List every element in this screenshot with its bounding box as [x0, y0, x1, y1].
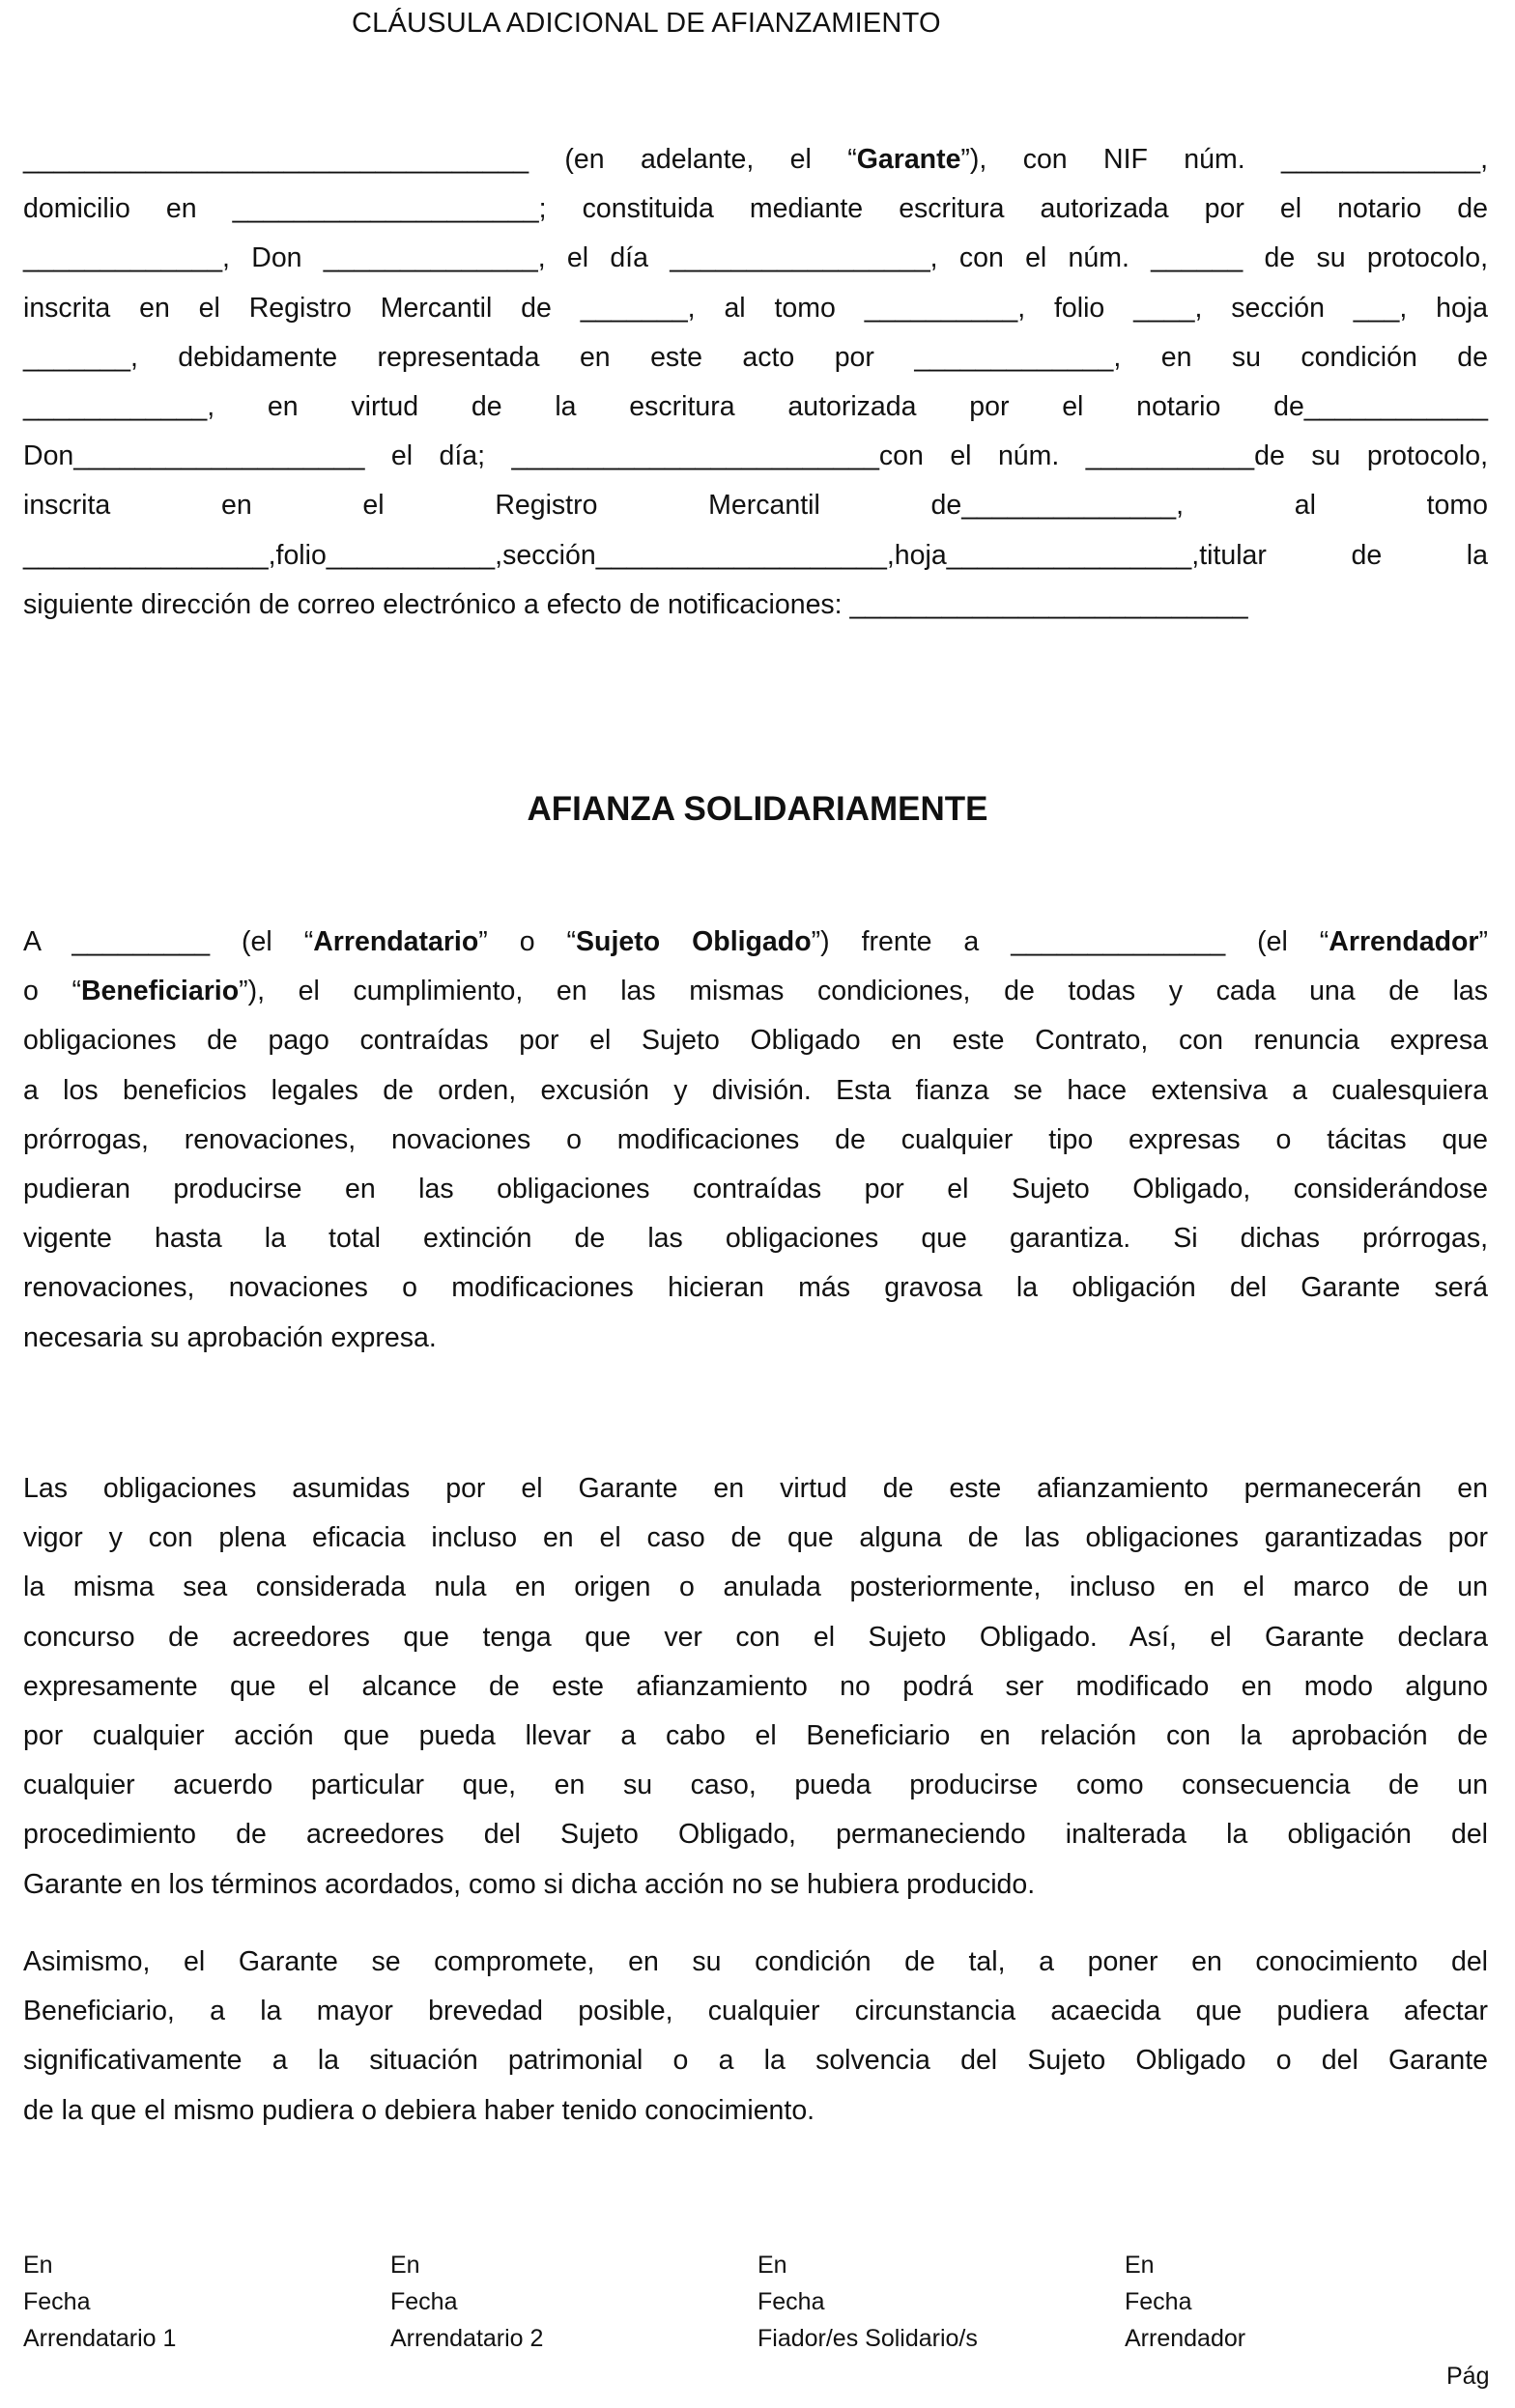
text-line: [23, 918, 1488, 967]
text-segment: obligaciones de pago contraídas por el Sujeto Obligado en este Contrato, con renuncia expresa: [23, 1025, 1488, 1057]
text-line: [23, 1016, 1488, 1065]
signature-place: En: [758, 2252, 787, 2279]
text-segment: renovaciones, novaciones o modificaciones hicieran más gravosa la obligación del Garante será: [23, 1272, 1488, 1304]
text-line: [23, 1263, 1488, 1313]
text-line: [23, 1938, 1488, 1987]
text-line: [23, 1464, 1488, 1514]
text-segment: significativamente a la situación patrimonial o a la solvencia del Sujeto Obligado o del Garante: [23, 2045, 1488, 2077]
text-segment: Asimismo, el Garante se compromete, en su condición de tal, a poner en conocimiento del: [23, 1946, 1488, 1977]
signature-date: Fecha: [23, 2288, 91, 2315]
text-line: [23, 1214, 1488, 1263]
text-segment: vigente hasta la total extinción de las obligaciones que garantiza. Si dichas prórrogas,: [23, 1223, 1488, 1255]
text-segment: expresamente que el alcance de este afianzamiento no podrá ser modificado en modo alguno: [23, 1670, 1488, 1702]
text-segment: procedimiento de acreedores del Sujeto Obligado, permaneciendo inalterada la obligación del: [23, 1819, 1488, 1851]
defined-term: Arrendador: [1329, 926, 1479, 957]
text-line: [23, 1810, 1488, 1859]
defined-term: Arrendatario: [313, 926, 479, 957]
text-segment: a los beneficios legales de orden, excusión y división. Esta fianza se hace extensiva a cualesquiera: [23, 1074, 1488, 1106]
text-line: [23, 2036, 1488, 2085]
text-line: [23, 481, 1488, 530]
text-line: [23, 1165, 1488, 1214]
defined-term: Sujeto Obligado: [576, 926, 812, 957]
signature-role: Arrendador: [1125, 2325, 1246, 2352]
defined-term: Garante: [856, 144, 961, 175]
document-title: CLÁUSULA ADICIONAL DE AFIANZAMIENTO: [352, 8, 941, 39]
signature-block: [1125, 2247, 1245, 2357]
signature-block: [758, 2247, 978, 2357]
text-segment: ________________,folio___________,sección___________________,hoja________________,titular de la: [23, 539, 1488, 571]
text-line: [23, 531, 1488, 581]
text-line: [23, 184, 1488, 234]
text-line: [23, 581, 1488, 630]
text-segment: pudieran producirse en las obligaciones contraídas por el Sujeto Obligado, considerándose: [23, 1173, 1488, 1204]
text-segment: cualquier acuerdo particular que, en su caso, pueda producirse como consecuencia de un: [23, 1770, 1488, 1801]
text-line: [23, 1066, 1488, 1116]
text-segment: _______, debidamente representada en este acto por _____________, en su condición de: [23, 341, 1488, 373]
defined-term: Beneficiario: [80, 976, 240, 1007]
text-line: [23, 1514, 1488, 1563]
text-line: [23, 1613, 1488, 1662]
text-line: [23, 1662, 1488, 1712]
page-number-label: Pág: [1446, 2363, 1490, 2390]
text-segment: ” o “: [478, 926, 577, 957]
text-segment: Las obligaciones asumidas por el Garante en virtud de este afianzamiento permanecerán en: [23, 1473, 1488, 1504]
text-line: [23, 967, 1488, 1016]
text-segment: ”), con NIF núm. _____________,: [960, 144, 1489, 175]
text-segment: ”) frente a ______________ (el “: [811, 926, 1329, 957]
text-segment: A _________ (el “: [23, 926, 314, 957]
signature-date: Fecha: [758, 2288, 825, 2315]
text-segment: prórrogas, renovaciones, novaciones o modificaciones de cualquier tipo expresas o tácitas que: [23, 1123, 1488, 1155]
signature-role: Arrendatario 2: [390, 2325, 544, 2352]
guarantor-identification-paragraph: [23, 135, 1488, 630]
text-line: [23, 333, 1488, 382]
text-segment: _________________________________ (en adelante, el “: [23, 144, 857, 175]
text-line: [23, 2086, 1488, 2136]
text-segment: por cualquier acción que pueda llevar a cabo el Beneficiario en relación con la aprobación de: [23, 1719, 1488, 1751]
text-segment: inscrita en el Registro Mercantil de______________, al tomo: [23, 490, 1488, 522]
text-segment: inscrita en el Registro Mercantil de _______, al tomo __________, folio ____, sección ___, hoja: [23, 292, 1488, 324]
text-segment: concurso de acreedores que tenga que ver con el Sujeto Obligado. Así, el Garante declara: [23, 1621, 1488, 1653]
signature-role: Arrendatario 1: [23, 2325, 177, 2352]
text-line: [23, 1761, 1488, 1810]
text-segment: Beneficiario, a la mayor brevedad posible, cualquier circunstancia acaecida que pudiera afectar: [23, 1996, 1488, 2027]
text-line: [23, 432, 1488, 481]
text-segment: ”), el cumplimiento, en las mismas condiciones, de todas y cada una de las: [239, 976, 1488, 1007]
signature-date: Fecha: [390, 2288, 458, 2315]
text-segment: domicilio en ____________________; constituida mediante escritura autorizada por el notario de: [23, 193, 1488, 225]
signature-date: Fecha: [1125, 2288, 1192, 2315]
text-line: [23, 1314, 1488, 1363]
text-line: [23, 1987, 1488, 2036]
signature-block: [390, 2247, 543, 2357]
text-line: [23, 1563, 1488, 1612]
text-segment: de la que el mismo pudiera o debiera haber tenido conocimiento.: [23, 2094, 815, 2126]
text-line: [23, 1116, 1488, 1165]
signature-place: En: [390, 2252, 420, 2279]
text-segment: _____________, Don ______________, el día _________________, con el núm. ______ de su protocolo,: [23, 242, 1488, 274]
text-segment: ”: [1478, 926, 1488, 957]
text-segment: ____________, en virtud de la escritura autorizada por el notario de____________: [23, 390, 1488, 422]
notification-paragraph: [23, 1938, 1488, 2136]
text-segment: la misma sea considerada nula en origen o anulada posteriormente, incluso en el marco de un: [23, 1572, 1488, 1603]
text-line: [23, 234, 1488, 283]
text-line: [23, 284, 1488, 333]
text-segment: Garante en los términos acordados, como si dicha acción no se hubiera producido.: [23, 1868, 1036, 1900]
obligations-paragraph: [23, 1464, 1488, 1910]
signature-block: [23, 2247, 176, 2357]
text-line: [23, 382, 1488, 432]
text-segment: Don___________________ el día; ________________________con el núm. ___________de su protocolo,: [23, 440, 1488, 472]
text-line: [23, 1712, 1488, 1761]
guarantee-paragraph: [23, 918, 1488, 1363]
signature-place: En: [23, 2252, 53, 2279]
text-line: [23, 1860, 1488, 1910]
signature-place: En: [1125, 2252, 1155, 2279]
text-segment: necesaria su aprobación expresa.: [23, 1321, 437, 1353]
text-segment: o “: [23, 976, 81, 1007]
text-line: [23, 135, 1488, 184]
signature-role: Fiador/es Solidario/s: [758, 2325, 978, 2352]
text-segment: vigor y con plena eficacia incluso en el caso de que alguna de las obligaciones garantizadas por: [23, 1522, 1488, 1554]
text-segment: siguiente dirección de correo electrónico a efecto de notificaciones: __________________________: [23, 588, 1248, 620]
section-heading: AFIANZA SOLIDARIAMENTE: [527, 790, 988, 828]
